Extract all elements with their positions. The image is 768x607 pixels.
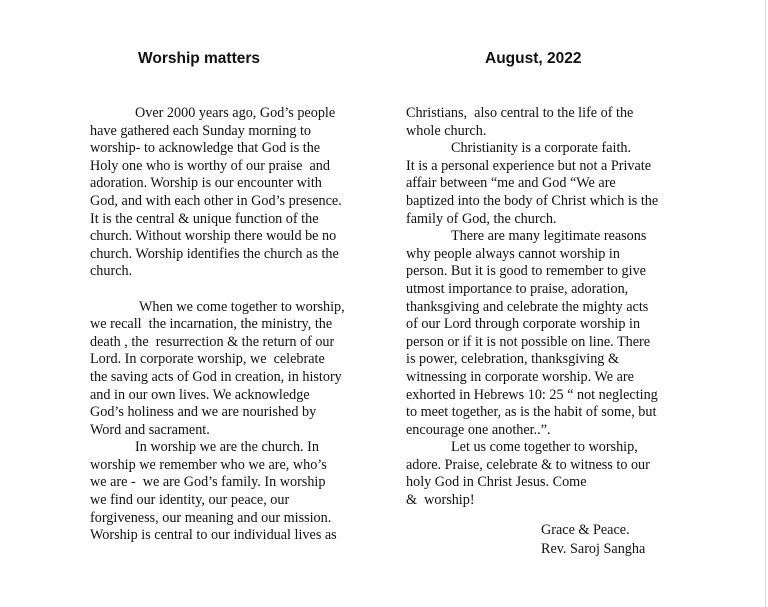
text-line: witnessing in corporate worship. We are xyxy=(406,368,634,385)
text-line: When we come together to worship, xyxy=(139,298,345,315)
text-line: Over 2000 years ago, God’s people xyxy=(135,105,336,121)
text-line: God, and with each other in God’s presence. xyxy=(90,192,342,209)
left-text-column xyxy=(90,105,365,545)
text-line: we recall the incarnation, the ministry, the xyxy=(90,316,333,333)
text-line: church. Worship identifies the church as the xyxy=(90,245,339,262)
text-line: we are - we are God’s family. In worship xyxy=(90,474,326,491)
text-line: worship we remember who we are, who’s xyxy=(90,456,327,473)
text-line: person. But it is good to remember to give xyxy=(406,263,646,280)
text-line: Let us come together to worship, xyxy=(451,439,638,456)
page-date: August, 2022 xyxy=(485,50,582,67)
text-line: church. Without worship there would be no xyxy=(90,228,337,245)
signoff-author: Rev. Saroj Sangha xyxy=(541,540,646,557)
text-line: of our Lord through corporate worship in xyxy=(406,316,641,333)
text-line: In worship we are the church. In xyxy=(135,439,319,456)
text-line: why people always cannot worship in xyxy=(406,245,620,262)
text-line: the saving acts of God in creation, in history xyxy=(90,368,342,385)
text-line: is power, celebration, thanksgiving & xyxy=(406,351,619,368)
text-line: Holy one who is worthy of our praise and xyxy=(90,157,330,174)
text-line: adoration. Worship is our encounter with xyxy=(90,175,322,192)
text-line: There are many legitimate reasons xyxy=(451,228,647,245)
text-line: whole church. xyxy=(406,122,487,139)
text-line: person or if it is not possible on line. There xyxy=(406,333,651,350)
text-line: utmost importance to praise, adoration, xyxy=(406,280,629,297)
text-line: family of God, the church. xyxy=(406,210,557,227)
text-line: worship- to acknowledge that God is the xyxy=(90,140,321,157)
text-line: forgiveness, our meaning and our mission. xyxy=(90,509,332,526)
text-line: have gathered each Sunday morning to xyxy=(90,122,312,139)
text-line: Christians, also central to the life of the xyxy=(406,105,634,121)
signoff-block xyxy=(541,521,645,558)
text-line: It is a personal experience but not a Private xyxy=(406,157,652,174)
text-line: thanksgiving and celebrate the mighty acts xyxy=(406,298,649,315)
text-line: church. xyxy=(90,263,133,280)
text-line: God’s holiness and we are nourished by xyxy=(90,404,317,421)
text-line: Christianity is a corporate faith. xyxy=(451,140,632,157)
text-line: to meet together, as is the habit of some, but xyxy=(406,404,657,421)
text-line: Lord. In corporate worship, we celebrate xyxy=(90,351,325,368)
right-text-column xyxy=(406,105,686,510)
text-line: holy God in Christ Jesus. Come xyxy=(406,474,587,491)
page-edge-divider xyxy=(765,0,766,607)
page-title: Worship matters xyxy=(138,50,261,67)
text-line: Worship is central to our individual lives as xyxy=(90,527,337,544)
text-line: and in our own lives. We acknowledge xyxy=(90,386,310,403)
signoff-closing: Grace & Peace. xyxy=(541,522,630,538)
text-line: & worship! xyxy=(406,492,475,509)
text-line: affair between “me and God “We are xyxy=(406,175,616,192)
text-line: we find our identity, our peace, our xyxy=(90,492,290,509)
text-line: death , the resurrection & the return of our xyxy=(90,333,335,350)
text-line: It is the central & unique function of the xyxy=(90,210,319,227)
text-line: exhorted in Hebrews 10: 25 “ not neglecting xyxy=(406,386,658,403)
text-line xyxy=(90,281,365,299)
text-line: adore. Praise, celebrate & to witness to our xyxy=(406,456,650,473)
text-line: baptized into the body of Christ which is the xyxy=(406,192,659,209)
text-line: encourage one another..”. xyxy=(406,421,551,438)
text-line: Word and sacrament. xyxy=(90,421,210,438)
